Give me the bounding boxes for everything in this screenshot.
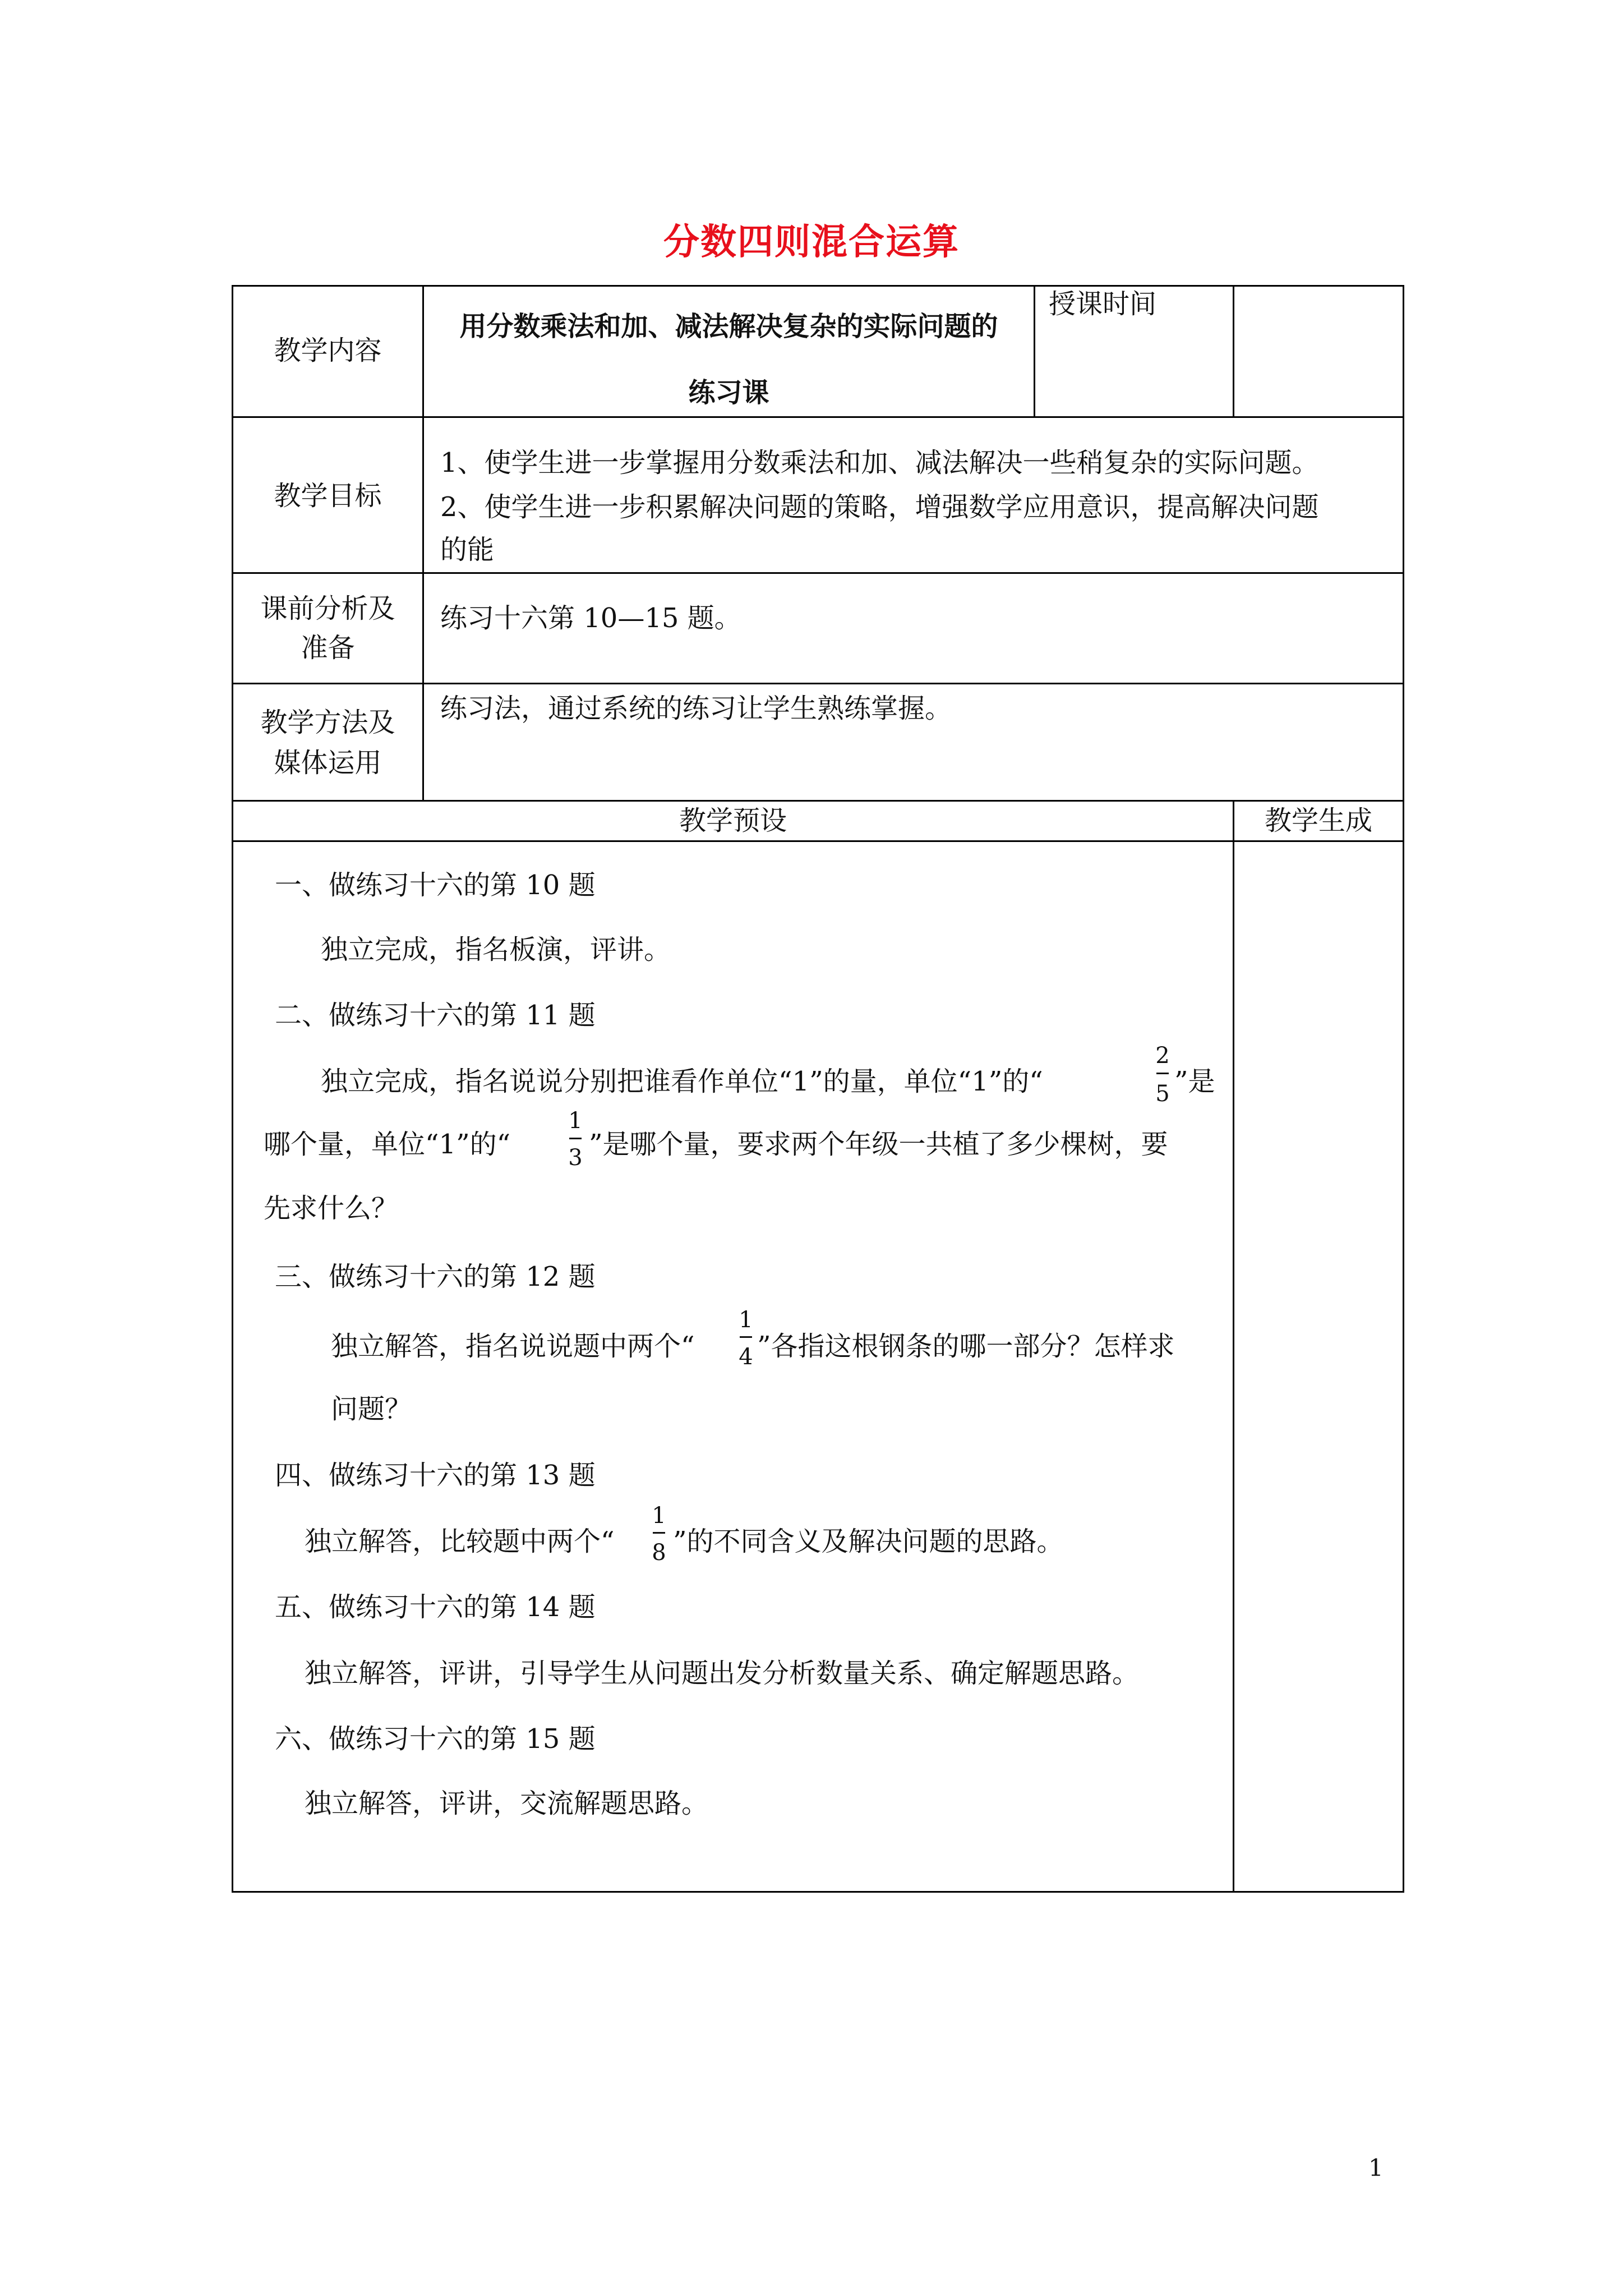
step-3-text-b: ”各指这根钢条的哪一部分？怎样求 xyxy=(757,1331,1175,1362)
step-2-text-b: ”是 xyxy=(1174,1066,1215,1097)
step-2-text-c: 哪个量，单位“1”的“ xyxy=(264,1129,511,1160)
step-2-text-d: ”是哪个量，要求两个年级一共植了多少棵树，要 xyxy=(589,1129,1168,1160)
table-border-left xyxy=(232,285,233,1893)
fraction-bar xyxy=(1156,1073,1169,1074)
table-border-right xyxy=(1403,285,1404,1893)
fraction-numerator: 1 xyxy=(739,1307,753,1333)
page-number: 1 xyxy=(1368,2154,1384,2182)
table-border-bottom xyxy=(232,1891,1404,1893)
column-divider xyxy=(1034,285,1035,418)
step-4-text-a: 独立解答，比较题中两个“ xyxy=(305,1526,615,1557)
row-divider xyxy=(232,840,1404,842)
step-5-title: 五、做练习十六的第 14 题 xyxy=(275,1591,596,1623)
step-4-text-b: ”的不同含义及解决问题的思路。 xyxy=(673,1526,1064,1557)
step-1-title: 一、做练习十六的第 10 题 xyxy=(275,869,596,901)
fraction-denominator: 8 xyxy=(652,1540,666,1566)
method-label-line2: 媒体运用 xyxy=(274,747,382,779)
row-divider xyxy=(232,416,1404,418)
row-divider xyxy=(232,683,1404,684)
fraction-bar xyxy=(653,1532,665,1534)
step-4-title: 四、做练习十六的第 13 题 xyxy=(275,1460,596,1491)
method-value: 练习法，通过系统的练习让学生熟练掌握。 xyxy=(440,693,952,724)
fraction-denominator: 3 xyxy=(568,1145,583,1171)
step-6-text: 独立解答，评讲，交流解题思路。 xyxy=(305,1788,709,1819)
fraction-numerator: 2 xyxy=(1155,1043,1170,1069)
content-value-line2: 练习课 xyxy=(688,377,769,408)
document-title: 分数四则混合运算 xyxy=(663,222,960,263)
column-divider xyxy=(422,285,424,802)
step-2-text-a: 独立完成，指名说说分别把谁看作单位“1”的量，单位“1”的“ xyxy=(321,1066,1043,1097)
prep-value: 练习十六第 10—15 题。 xyxy=(440,602,741,634)
row-divider xyxy=(232,572,1404,574)
time-label: 授课时间 xyxy=(1049,288,1157,320)
fraction-bar xyxy=(740,1336,752,1338)
method-label-line1: 教学方法及 xyxy=(260,707,395,738)
plan-preset-header: 教学预设 xyxy=(679,805,787,836)
fraction-numerator: 1 xyxy=(652,1503,666,1529)
fraction-bar xyxy=(569,1138,582,1139)
goals-line1: 1、使学生进一步掌握用分数乘法和加、减法解决一些稍复杂的实际问题。 xyxy=(440,447,1319,478)
fraction-denominator: 5 xyxy=(1155,1081,1170,1107)
column-divider xyxy=(1233,285,1234,418)
prep-label-line1: 课前分析及 xyxy=(260,593,395,624)
step-6-title: 六、做练习十六的第 15 题 xyxy=(275,1723,596,1755)
step-2-text-e: 先求什么？ xyxy=(264,1193,399,1224)
content-label: 教学内容 xyxy=(274,335,382,366)
fraction-denominator: 4 xyxy=(739,1344,753,1370)
step-5-text: 独立解答，评讲，引导学生从问题出发分析数量关系、确定解题思路。 xyxy=(305,1658,1140,1689)
prep-label-line2: 准备 xyxy=(301,632,355,664)
fraction-numerator: 1 xyxy=(568,1108,583,1134)
goals-line3: 的能 xyxy=(440,534,495,565)
plan-generated-header: 教学生成 xyxy=(1264,805,1372,836)
row-divider xyxy=(232,800,1404,802)
step-3-text-a: 独立解答，指名说说题中两个“ xyxy=(331,1331,695,1362)
goals-line2: 2、使学生进一步积累解决问题的策略，增强数学应用意识，提高解决问题 xyxy=(440,491,1319,523)
step-3-title: 三、做练习十六的第 12 题 xyxy=(275,1261,596,1292)
content-value-line1: 用分数乘法和加、减法解决复杂的实际问题的 xyxy=(459,311,998,342)
step-3-text-c: 问题？ xyxy=(331,1393,412,1425)
step-1-text: 独立完成，指名板演，评讲。 xyxy=(321,934,671,965)
goals-label: 教学目标 xyxy=(274,480,382,512)
table-border-top xyxy=(232,285,1404,287)
step-2-title: 二、做练习十六的第 11 题 xyxy=(275,1000,596,1031)
column-divider xyxy=(1233,800,1234,1893)
